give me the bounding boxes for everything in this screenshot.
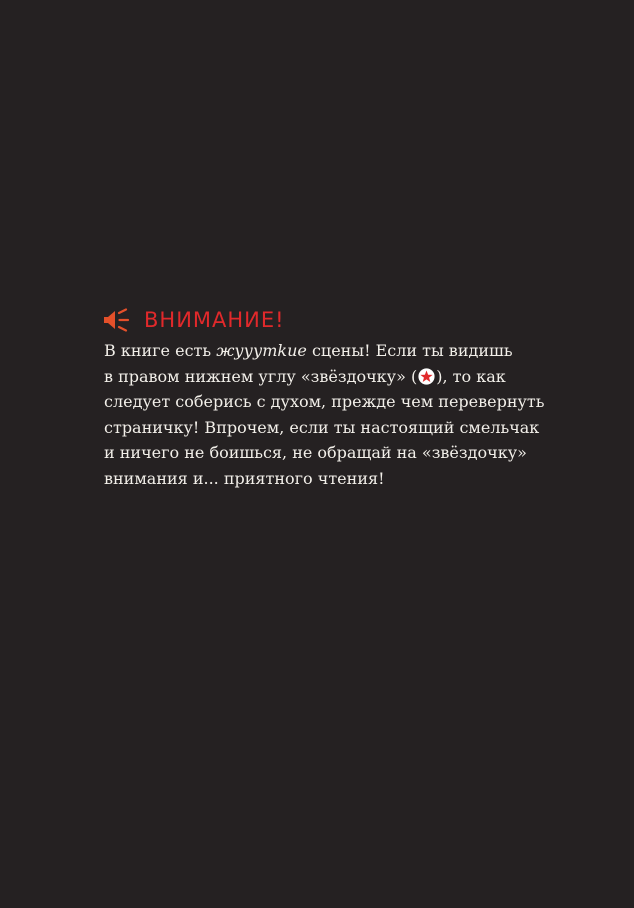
line2-text-b: ), то как	[436, 366, 506, 386]
line1-text-b: сцены! Если ты видишь	[306, 341, 513, 360]
notice-header	[104, 306, 544, 334]
notice-line-5: и ничего не боишься, не обращай на «звёздочку»	[104, 443, 527, 462]
notice-line-6: внимания и... приятного чтения!	[104, 468, 385, 488]
notice-line-1	[104, 338, 544, 364]
notice-line-4: страничку! Впрочем, если ты настоящий смельчак	[104, 417, 540, 437]
megaphone-icon	[104, 308, 130, 332]
notice-body	[104, 338, 544, 491]
notice-line-2	[104, 364, 544, 390]
notice-line-3: следует соберись с духом, прежде чем перевернуть	[104, 392, 545, 411]
star-icon	[418, 368, 435, 385]
line1-emphasis: жууутkие	[216, 341, 307, 360]
warning-notice	[104, 306, 544, 491]
line1-text-a: В книге есть	[104, 341, 217, 360]
line2-text-a: в правом нижнем углу «звёздочку» (	[104, 366, 418, 386]
notice-title: ВНИМАНИЕ!	[144, 308, 285, 332]
